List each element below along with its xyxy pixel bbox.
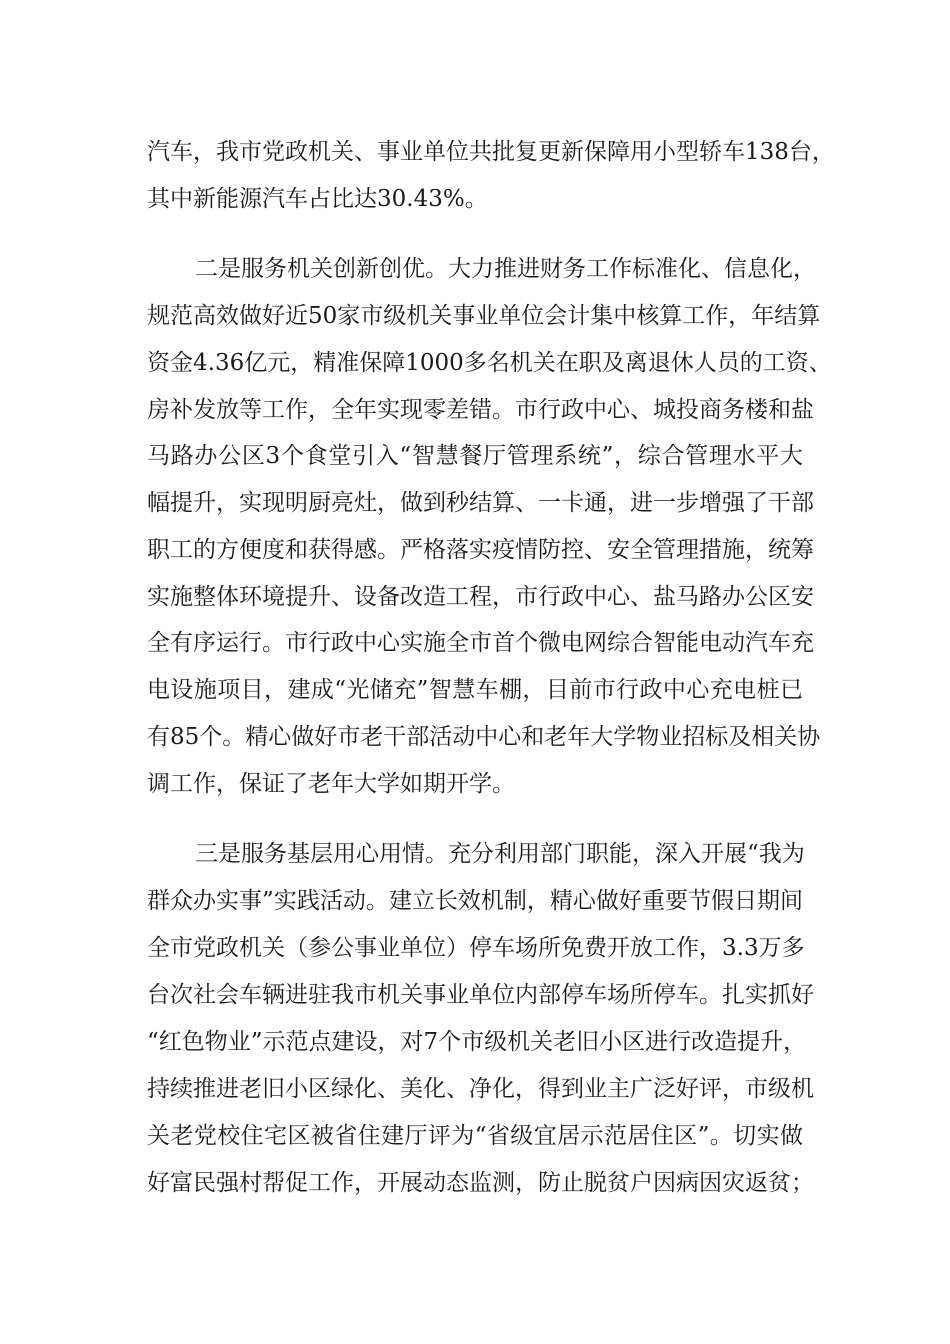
text-line: 幅提升，实现明厨亮灶，做到秒结算、一卡通，进一步增强了干部 [147, 490, 814, 516]
text-line: 群众办实事”实践活动。建立长效机制，精心做好重要节假日期间 [147, 888, 803, 914]
text-line: 房补发放等工作，全年实现零差错。市行政中心、城投商务楼和盐 [147, 397, 814, 423]
text-line: 其中新能源汽车占比达30.43%。 [147, 186, 488, 212]
text-line: 关老党校住宅区被省住建厅评为“省级宜居示范居住区”。切实做 [147, 1123, 803, 1149]
text-line: “红色物业”示范点建设，对7个市级机关老旧小区进行改造提升， [147, 1029, 807, 1055]
paragraph-start-line: 三是服务基层用心用情。充分利用部门职能，深入开展“我为 [195, 841, 805, 867]
text-line: 全市党政机关（参公事业单位）停车场所免费开放工作，3.3万多 [147, 935, 805, 961]
paragraph-start-line: 二是服务机关创新创优。大力推进财务工作标准化、信息化， [195, 256, 816, 282]
text-line: 实施整体环境提升、设备改造工程，市行政中心、盐马路办公区安 [147, 584, 814, 610]
text-line: 台次社会车辆进驻我市机关事业单位内部停车场所停车。扎实抓好 [147, 982, 814, 1008]
text-line: 好富民强村帮促工作，开展动态监测，防止脱贫户因病因灾返贫； [147, 1170, 814, 1196]
text-line: 持续推进老旧小区绿化、美化、净化，得到业主广泛好评，市级机 [147, 1076, 814, 1102]
text-line: 马路办公区3个食堂引入“智慧餐厅管理系统”，综合管理水平大 [147, 443, 803, 469]
text-line: 有85个。精心做好市老干部活动中心和老年大学物业招标及相关协 [147, 724, 821, 750]
text-line: 资金4.36亿元，精准保障1000多名机关在职及离退休人员的工资、 [147, 350, 832, 376]
text-line: 汽车，我市党政机关、事业单位共批复更新保障用小型轿车138台， [147, 139, 835, 165]
text-line: 职工的方便度和获得感。严格落实疫情防控、安全管理措施，统筹 [147, 537, 814, 563]
text-line: 规范高效做好近50家市级机关事业单位会计集中核算工作，年结算 [147, 303, 821, 329]
text-line: 电设施项目，建成“光储充”智慧车棚，目前市行政中心充电桩已 [147, 677, 803, 703]
text-line: 全有序运行。市行政中心实施全市首个微电网综合智能电动汽车充 [147, 630, 814, 656]
text-line: 调工作，保证了老年大学如期开学。 [147, 771, 515, 797]
